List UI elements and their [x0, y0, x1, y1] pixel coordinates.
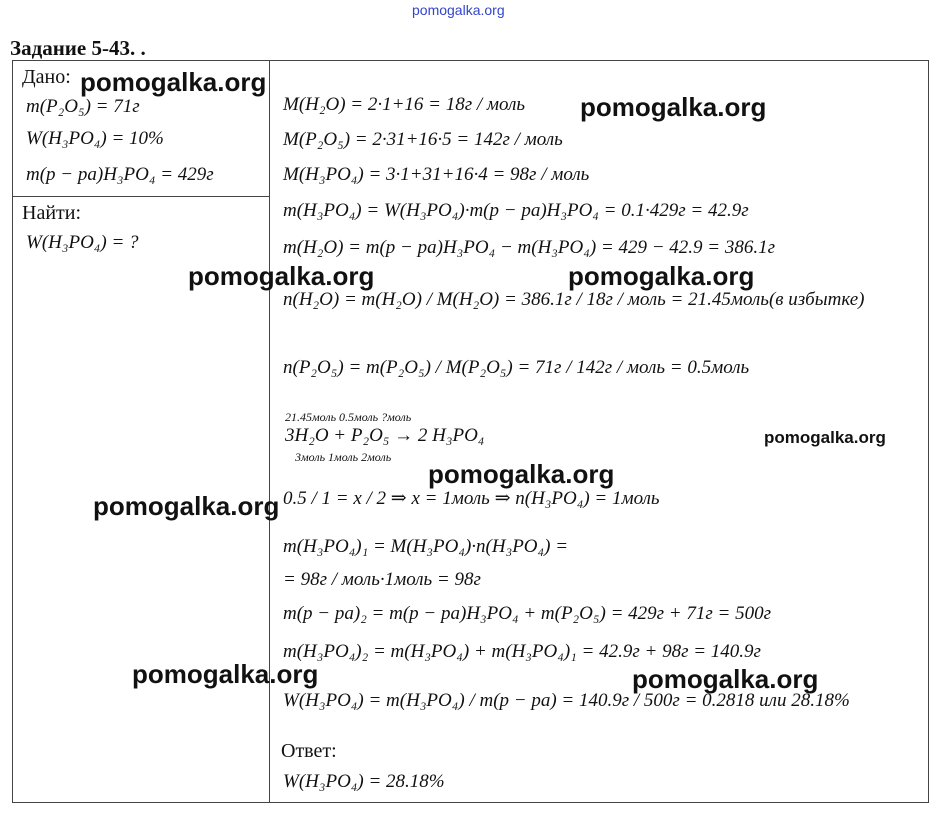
- watermark: pomogalka.org: [428, 459, 615, 489]
- table-column-divider: [269, 60, 270, 802]
- final-h3po4-mass: m(H₃PO₄)₂ = m(H₃PO₄) + m(H₃PO₄)₁ = 42.9г + 98г = 140.9г: [283, 641, 761, 662]
- watermark: pomogalka.org: [764, 428, 886, 447]
- watermark: pomogalka.org: [93, 491, 280, 521]
- given-line-mass-fraction: W(H₃PO₄) = 10%: [26, 128, 164, 149]
- mass-h3po4-formed: m(H₃PO₄)₁ = M(H₃PO₄)·n(H₃PO₄) =: [283, 536, 569, 557]
- given-find-divider: [12, 196, 269, 197]
- table-left-border: [12, 60, 13, 802]
- watermark: pomogalka.org: [132, 659, 319, 689]
- moles-water: n(H₂O) = m(H₂O) / M(H₂O) = 386.1г / 18г / моль = 21.45моль(в избытке): [283, 289, 865, 310]
- mass-h3po4-formed-result: = 98г / моль·1моль = 98г: [283, 569, 481, 590]
- molar-mass-p2o5: M(P₂O₅) = 2·31+16·5 = 142г / моль: [283, 129, 563, 150]
- given-heading: Дано:: [22, 66, 71, 88]
- reaction-bottom-coefficients: 3моль 1моль 2моль: [295, 450, 392, 464]
- reaction-top-amounts: 21.45моль 0.5моль ?моль: [285, 410, 412, 424]
- watermark: pomogalka.org: [580, 92, 767, 122]
- final-mass-fraction: W(H₃PO₄) = m(H₃PO₄) / m(p − pa) = 140.9г / 500г = 0.2818 или 28.18%: [283, 690, 850, 711]
- answer-heading: Ответ:: [281, 740, 337, 762]
- answer-line: W(H₃PO₄) = 28.18%: [283, 771, 445, 792]
- find-heading: Найти:: [22, 202, 82, 224]
- given-line-mass-p2o5: m(P₂O₅) = 71г: [26, 96, 140, 117]
- proportion: 0.5 / 1 = x / 2 ⇒ x = 1моль ⇒ n(H₃PO₄) = 1моль: [283, 488, 660, 509]
- watermark: pomogalka.org: [80, 67, 267, 97]
- table-bottom-border: [12, 802, 929, 803]
- table-top-border: [12, 60, 929, 61]
- site-link[interactable]: pomogalka.org: [412, 2, 505, 18]
- molar-mass-h3po4: M(H₃PO₄) = 3·1+31+16·4 = 98г / моль: [283, 164, 590, 185]
- watermark: pomogalka.org: [188, 261, 375, 291]
- molar-mass-water: M(H₂O) = 2·1+16 = 18г / моль: [283, 94, 526, 115]
- mass-h3po4-initial: m(H₃PO₄) = W(H₃PO₄)·m(p − pa)H₃PO₄ = 0.1·429г = 42.9г: [283, 200, 749, 221]
- final-solution-mass: m(p − pa)₂ = m(p − pa)H₃PO₄ + m(P₂O₅) = 429г + 71г = 500г: [283, 603, 772, 624]
- find-line: W(H₃PO₄) = ?: [26, 232, 139, 253]
- table-right-border: [928, 60, 929, 802]
- given-line-solution-mass: m(p − pa)H₃PO₄ = 429г: [26, 164, 214, 185]
- watermark: pomogalka.org: [632, 664, 819, 694]
- moles-p2o5: n(P₂O₅) = m(P₂O₅) / M(P₂O₅) = 71г / 142г / моль = 0.5моль: [283, 357, 750, 378]
- task-title: Задание 5-43. .: [10, 36, 146, 60]
- reaction-equation: 3H₂O + P₂O₅ → 2 H₃PO₄: [285, 425, 485, 446]
- mass-water: m(H₂O) = m(p − pa)H₃PO₄ − m(H₃PO₄) = 429 − 42.9 = 386.1г: [283, 237, 776, 258]
- watermark: pomogalka.org: [568, 261, 755, 291]
